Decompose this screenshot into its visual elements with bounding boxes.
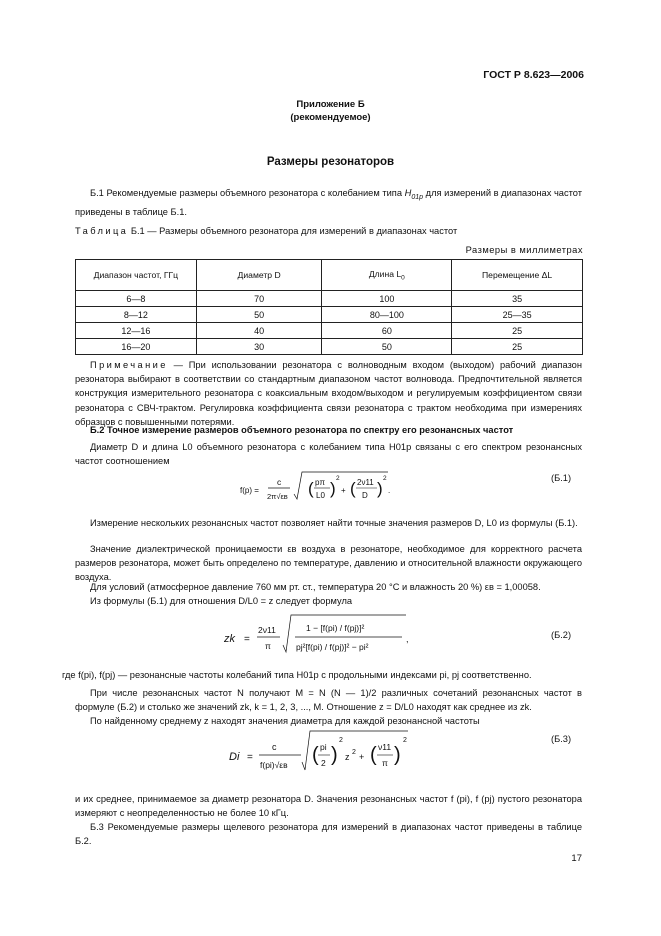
eq2-numerator: 1 − [f(pi) / f(pj)]² [306,623,365,633]
b2-heading: Б.2 Точное измерение размеров объемного резонатора по спектру его резонансных частот [90,425,514,435]
table-caption: Таблица Б.1 — Размеры объемного резонатора для измерений в диапазонах частот [75,226,458,236]
eq2-coef-num: 2ν11 [258,625,276,635]
eq2-coef-den: π [265,641,271,651]
equation-b2-number: (Б.2) [551,630,572,640]
eq1-term1-den: L0 [316,491,325,500]
column-header-frequency: Диапазон частот, ГГц [76,260,197,291]
eq1-term1-num: pπ [315,478,325,487]
eq2-lhs: zk [224,633,235,645]
eq3-z: z [345,752,350,762]
table-row [76,307,583,323]
b2-paragraph-9: и их среднее, принимаемое за диаметр резонатора D. Значения резонансных частот f (pi), f (pj) пустого резонатора измеряют с неопределенностью не более 10 кГц. [75,794,582,818]
table-note: Примечание — При использовании резонатора с волноводным входом (выходом) рабочий диапазон резонатора выбирают в соответствии со стандартным диапазоном частот волновода. Предпочтительной является конструкция измерительного резонатора с коаксиальным входом/выходом и регулируемым коэффициентом связи резонатора с СВЧ-трактом. Регулировка коэффициента связи резонатора с трактом необходима при измерениях образцов с повышенными потерями. [75,360,582,427]
equation-b2 [220,612,420,662]
b2-paragraph-8: По найденному среднему z находят значения диаметра для каждой резонансной частоты [90,716,480,726]
b2-paragraph-7: При числе резонансных частот N получают M = N (N — 1)/2 различных сочетаний резонансных частот в формуле (Б.2) и столько же значений zk, k = 1, 2, 3, ..., M. Отношение z = D/L0 находят как среднее из zk. [75,688,582,712]
eq3-exponent: 2 [403,737,407,744]
eq2-comma: , [406,634,409,644]
eq1-paren: ) [377,479,383,498]
equation-b1-number: (Б.1) [551,473,572,483]
b2-paragraph-2: Измерение нескольких резонансных частот позволяет найти точные значения размеров D, L0 из формулы (Б.1). [90,518,578,528]
eq3-paren: ( [312,744,319,766]
eq1-term2-den: D [362,491,368,500]
eq3-term2-den: π [382,758,388,768]
eq1-c: c [277,477,282,487]
table-row [76,323,583,339]
eq1-paren: ) [330,479,336,498]
eq3-paren: ( [370,744,377,766]
eq3-c: c [272,742,277,752]
table-cell: 50 [196,307,322,323]
table-cell: 6—8 [76,291,197,307]
table-cell: 50 [322,339,452,355]
b3-paragraph: Б.3 Рекомендуемые размеры щелевого резонатора для измерений в диапазонах частот приведены в таблице Б.2. [75,822,582,846]
table-cell: 70 [196,291,322,307]
section-title: Размеры резонаторов [266,156,395,168]
document-id: ГОСТ Р 8.623—2006 [483,69,584,81]
column-header-diameter: Диаметр D [196,260,322,291]
table-cell: 100 [322,291,452,307]
eq2-denominator: pj²[f(pi) / f(pj)]² − pi² [296,642,369,652]
equation-b3 [225,728,425,780]
table-cell: 40 [196,323,322,339]
eq1-denominator: 2π√εв [267,492,288,501]
eq3-exponent: 2 [339,737,343,744]
table-cell: 35 [452,291,583,307]
column-header-length: Длина $L_0$ [322,260,452,291]
eq3-denominator: f(pi)√εв [260,760,288,770]
table-header-row [76,260,583,291]
table-cell: 80—100 [322,307,452,323]
eq1-period: . [388,486,391,495]
appendix-subtitle: (рекомендуемое) [290,112,371,123]
table-cell: 25—35 [452,307,583,323]
b2-paragraph-3: Значение диэлектрической проницаемости εв воздуха в резонаторе, необходимое для корректного расчета размеров резонатора, может быть определено по температуре, давлению и относительной влажности окружающего воздуха. [75,544,582,582]
eq3-paren: ) [331,744,338,766]
units-note: Размеры в миллиметрах [465,245,583,255]
b2-paragraph-4: Для условий (атмосферное давление 760 мм рт. ст., температура 20 °С и влажность 20 %) εв = 1,00058. [90,582,541,592]
eq3-term1-den: 2 [321,758,326,768]
page-number: 17 [571,853,582,864]
b2-paragraph-6: где f(pi), f(pj) — резонансные частоты колебаний типа H01p с продольными индексами pi, pj соответственно. [62,670,532,680]
table-cell: 30 [196,339,322,355]
eq1-term2-num: 2ν11 [357,478,374,487]
eq3-term2-num: ν11 [378,742,392,752]
eq3-lhs: Di [229,751,240,763]
eq1-exponent: 2 [383,475,387,482]
b2-paragraph-1: Диаметр D и длина L0 объемного резонатора с колебанием типа H01p связаны с его спектром резонансных частот соотношением [75,442,582,466]
eq3-plus: + [359,752,365,762]
table-row [76,339,583,355]
table-cell: 25 [452,323,583,339]
eq3-term1-num: pi [320,742,327,752]
equation-b1 [230,466,430,514]
table-row [76,291,583,307]
eq1-plus: + [341,486,346,495]
table-cell: 12—16 [76,323,197,339]
eq3-equals: = [247,752,253,763]
table-cell: 60 [322,323,452,339]
table-cell: 25 [452,339,583,355]
equation-b3-number: (Б.3) [551,734,572,744]
table-cell: 16—20 [76,339,197,355]
appendix-title: Приложение Б [296,99,365,110]
eq1-lhs: f(p) = [240,486,259,495]
b2-paragraph-5: Из формулы (Б.1) для отношения D/L0 = z следует формула [90,596,353,606]
eq1-paren: ( [350,479,356,498]
dimensions-table [75,259,583,355]
eq3-exponent: 2 [352,749,356,756]
table-cell: 8—12 [76,307,197,323]
b1-paragraph: Б.1 Рекомендуемые размеры объемного резонатора с колебанием типа $H_{01p}$ для измерений в диапазонах частот приведены в таблице Б.1. [75,188,583,217]
eq1-exponent: 2 [336,475,340,482]
eq2-equals: = [244,634,250,645]
eq3-paren: ) [394,744,401,766]
column-header-displacement: Перемещение ΔL [452,260,583,291]
eq1-paren: ( [308,479,314,498]
